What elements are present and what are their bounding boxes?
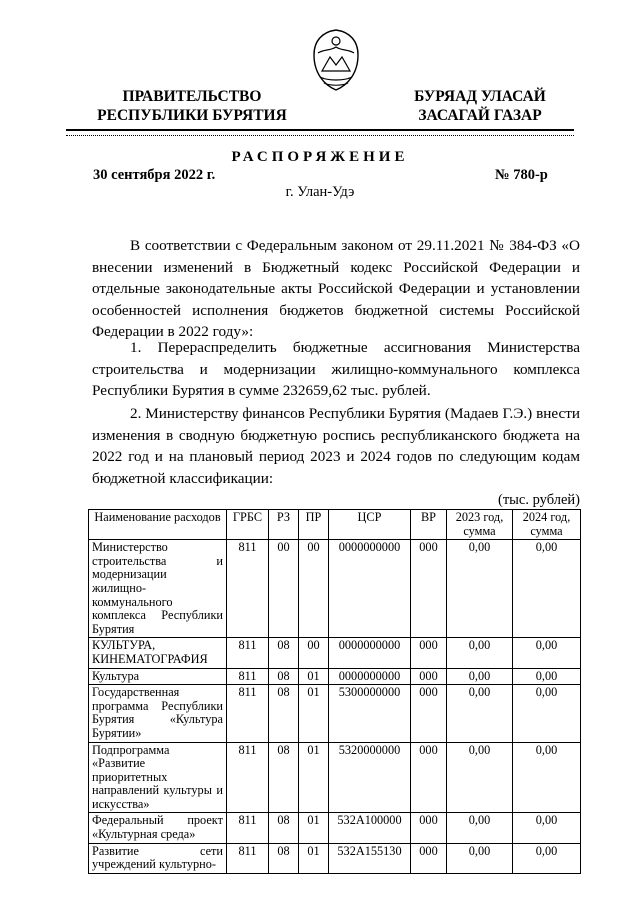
table-cell: 00 [269, 540, 299, 638]
table-cell: 000 [411, 685, 447, 742]
table-cell-name: Подпрограмма «Развитие приоритетных направлений культуры и искусства» [89, 742, 227, 813]
table-cell: 08 [269, 843, 299, 873]
column-header: ГРБС [227, 510, 269, 540]
column-header: 2023 год, сумма [447, 510, 513, 540]
table-cell: 0,00 [513, 742, 581, 813]
preamble-paragraph: В соответствии с Федеральным законом от 29.11.2021 № 384-ФЗ «О внесении изменений в Бюджетный кодекс Российской Федерации и отдельные законодательные акты Российской Федерации и установлении особенностей исполнения бюджетов бюджетной системы Российской Федерации в 2022 году»: [92, 237, 580, 340]
table-cell: 00 [299, 540, 329, 638]
column-header: РЗ [269, 510, 299, 540]
government-name-bua-line1: БУРЯАД УЛАСАЙ [414, 88, 546, 105]
budget-table [88, 509, 581, 874]
table-cell: 0,00 [447, 685, 513, 742]
column-header: ЦСР [329, 510, 411, 540]
government-name-bua-line2: ЗАСАГАЙ ГАЗАР [418, 107, 542, 124]
document-city: г. Улан-Удэ [285, 184, 355, 200]
table-cell: 0000000000 [329, 668, 411, 685]
government-name-ru-line2: РЕСПУБЛИКИ БУРЯТИЯ [97, 107, 287, 124]
table-cell: 000 [411, 813, 447, 843]
table-cell: 5300000000 [329, 685, 411, 742]
table-cell: 0,00 [513, 638, 581, 668]
table-cell: 0,00 [513, 685, 581, 742]
column-header: Наименование расходов [89, 510, 227, 540]
table-cell: 0,00 [513, 843, 581, 873]
table-cell: 000 [411, 668, 447, 685]
table-cell: 532A100000 [329, 813, 411, 843]
table-row [89, 540, 581, 638]
table-cell-name: КУЛЬТУРА, КИНЕМАТОГРАФИЯ [89, 638, 227, 668]
table-row [89, 813, 581, 843]
table-cell: 01 [299, 742, 329, 813]
table-row [89, 843, 581, 873]
table-cell: 000 [411, 638, 447, 668]
table-cell: 0,00 [513, 668, 581, 685]
table-row [89, 742, 581, 813]
table-cell: 0,00 [513, 540, 581, 638]
table-cell: 0,00 [447, 843, 513, 873]
table-cell: 08 [269, 638, 299, 668]
table-cell: 0,00 [447, 668, 513, 685]
government-name-bua [405, 87, 555, 125]
table-cell: 811 [227, 685, 269, 742]
column-header: 2024 год, сумма [513, 510, 581, 540]
document-title: РАСПОРЯЖЕНИЕ [231, 149, 409, 165]
table-cell: 08 [269, 668, 299, 685]
table-row [89, 685, 581, 742]
table-cell: 0000000000 [329, 638, 411, 668]
table-cell: 811 [227, 843, 269, 873]
table-cell-name: Развитие сети учреждений культурно- [89, 843, 227, 873]
table-cell: 00 [299, 638, 329, 668]
table-cell: 08 [269, 813, 299, 843]
table-header-row [89, 510, 581, 540]
table-cell: 000 [411, 843, 447, 873]
table-cell: 811 [227, 813, 269, 843]
table-cell-name: Культура [89, 668, 227, 685]
table-cell: 0,00 [447, 742, 513, 813]
document-number: № 780-р [495, 167, 548, 183]
table-cell: 08 [269, 742, 299, 813]
table-cell: 01 [299, 813, 329, 843]
table-cell: 811 [227, 638, 269, 668]
column-header: ПР [299, 510, 329, 540]
clause-1-paragraph: 1. Перераспределить бюджетные ассигнования Министерства строительства и модернизации жилищно-коммунального комплекса Республики Бурятия в сумме 232659,62 тыс. рублей. [92, 339, 580, 399]
table-cell: 0,00 [447, 540, 513, 638]
government-name-ru [92, 87, 292, 125]
table-cell: 01 [299, 685, 329, 742]
clause-2-paragraph: 2. Министерству финансов Республики Бурятия (Мадаев Г.Э.) внести изменения в сводную бюджетную роспись республиканского бюджета на 2022 год и на плановый период 2023 и 2024 годов по следующим кодам бюджетной классификации: [92, 405, 580, 487]
table-cell: 811 [227, 742, 269, 813]
table-cell: 000 [411, 742, 447, 813]
table-cell: 0000000000 [329, 540, 411, 638]
table-row [89, 668, 581, 685]
table-row [89, 638, 581, 668]
coat-of-arms-icon [308, 27, 364, 93]
table-cell-name: Государственная программа Республики Бурятия «Культура Бурятии» [89, 685, 227, 742]
table-cell: 532A155130 [329, 843, 411, 873]
header-divider-thick [66, 129, 574, 131]
table-cell: 08 [269, 685, 299, 742]
table-cell: 811 [227, 668, 269, 685]
table-cell: 01 [299, 668, 329, 685]
table-cell: 0,00 [447, 813, 513, 843]
table-cell-name: Федеральный проект «Культурная среда» [89, 813, 227, 843]
document-date: 30 сентября 2022 г. [93, 167, 216, 183]
table-cell-name: Министерство строительства и модернизации жилищно-коммунального комплекса Республики Бурятия [89, 540, 227, 638]
table-cell: 01 [299, 843, 329, 873]
table-units: (тыс. рублей) [498, 492, 580, 508]
column-header: ВР [411, 510, 447, 540]
table-cell: 000 [411, 540, 447, 638]
header-divider-dotted [66, 135, 574, 136]
government-name-ru-line1: ПРАВИТЕЛЬСТВО [122, 88, 262, 105]
table-cell: 811 [227, 540, 269, 638]
table-cell: 0,00 [513, 813, 581, 843]
table-cell: 5320000000 [329, 742, 411, 813]
table-cell: 0,00 [447, 638, 513, 668]
